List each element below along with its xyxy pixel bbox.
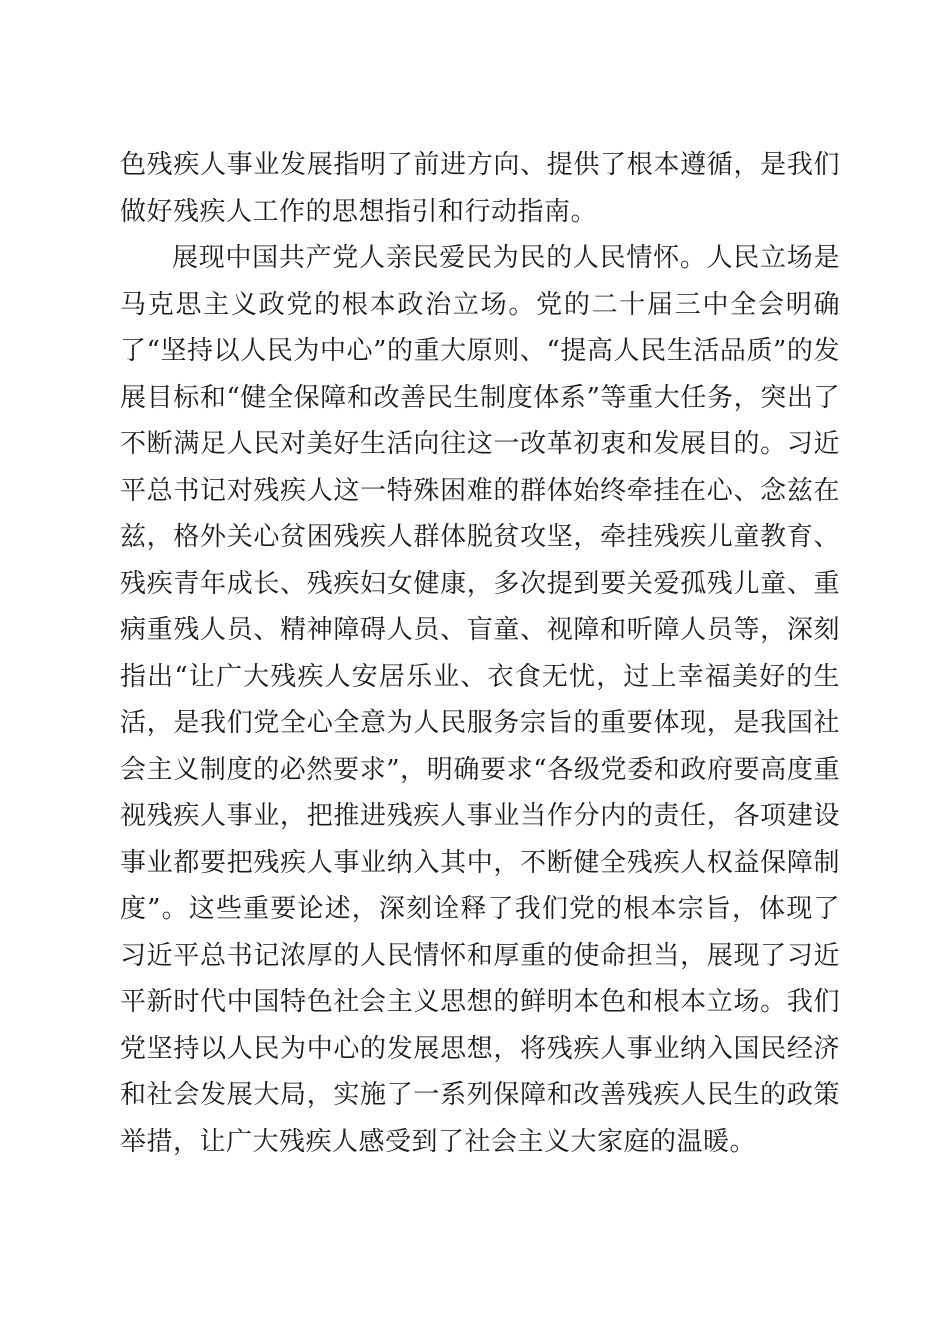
- paragraph-people-sentiment: 展现中国共产党人亲民爱民为民的人民情怀。人民立场是马克思主义政党的根本政治立场。党的二十届三中全会明确了“坚持以人民为中心”的重大原则、“提高人民生活品质”的发展目标和“健全保障和改善民生制度体系”等重大任务，突出了不断满足人民对美好生活向往这一改革初衷和发展目的。习近平总书记对残疾人这一特殊困难的群体始终牵挂在心、念兹在兹，格外关心贫困残疾人群体脱贫攻坚，牵挂残疾儿童教育、残疾青年成长、残疾妇女健康，多次提到要关爱孤残儿童、重病重残人员、精神障碍人员、盲童、视障和听障人员等，深刻指出“让广大残疾人安居乐业、衣食无忧，过上幸福美好的生活，是我们党全心全意为人民服务宗旨的重要体现，是我国社会主义制度的必然要求”，明确要求“各级党委和政府要高度重视残疾人事业，把推进残疾人事业当作分内的责任，各项建设事业都要把残疾人事业纳入其中，不断健全残疾人权益保障制度”。这些重要论述，深刻诠释了我们党的根本宗旨，体现了习近平总书记浓厚的人民情怀和厚重的使命担当，展现了习近平新时代中国特色社会主义思想的鲜明本色和根本立场。我们党坚持以人民为中心的发展思想，将残疾人事业纳入国民经济和社会发展大局，实施了一系列保障和改善残疾人民生的政策举措，让广大残疾人感受到了社会主义大家庭的温暖。: [120, 243, 840, 1157]
- document-body: [120, 142, 840, 1165]
- paragraph-continuation: 色残疾人事业发展指明了前进方向、提供了根本遵循，是我们做好残疾人工作的思想指引和行动指南。: [120, 150, 840, 227]
